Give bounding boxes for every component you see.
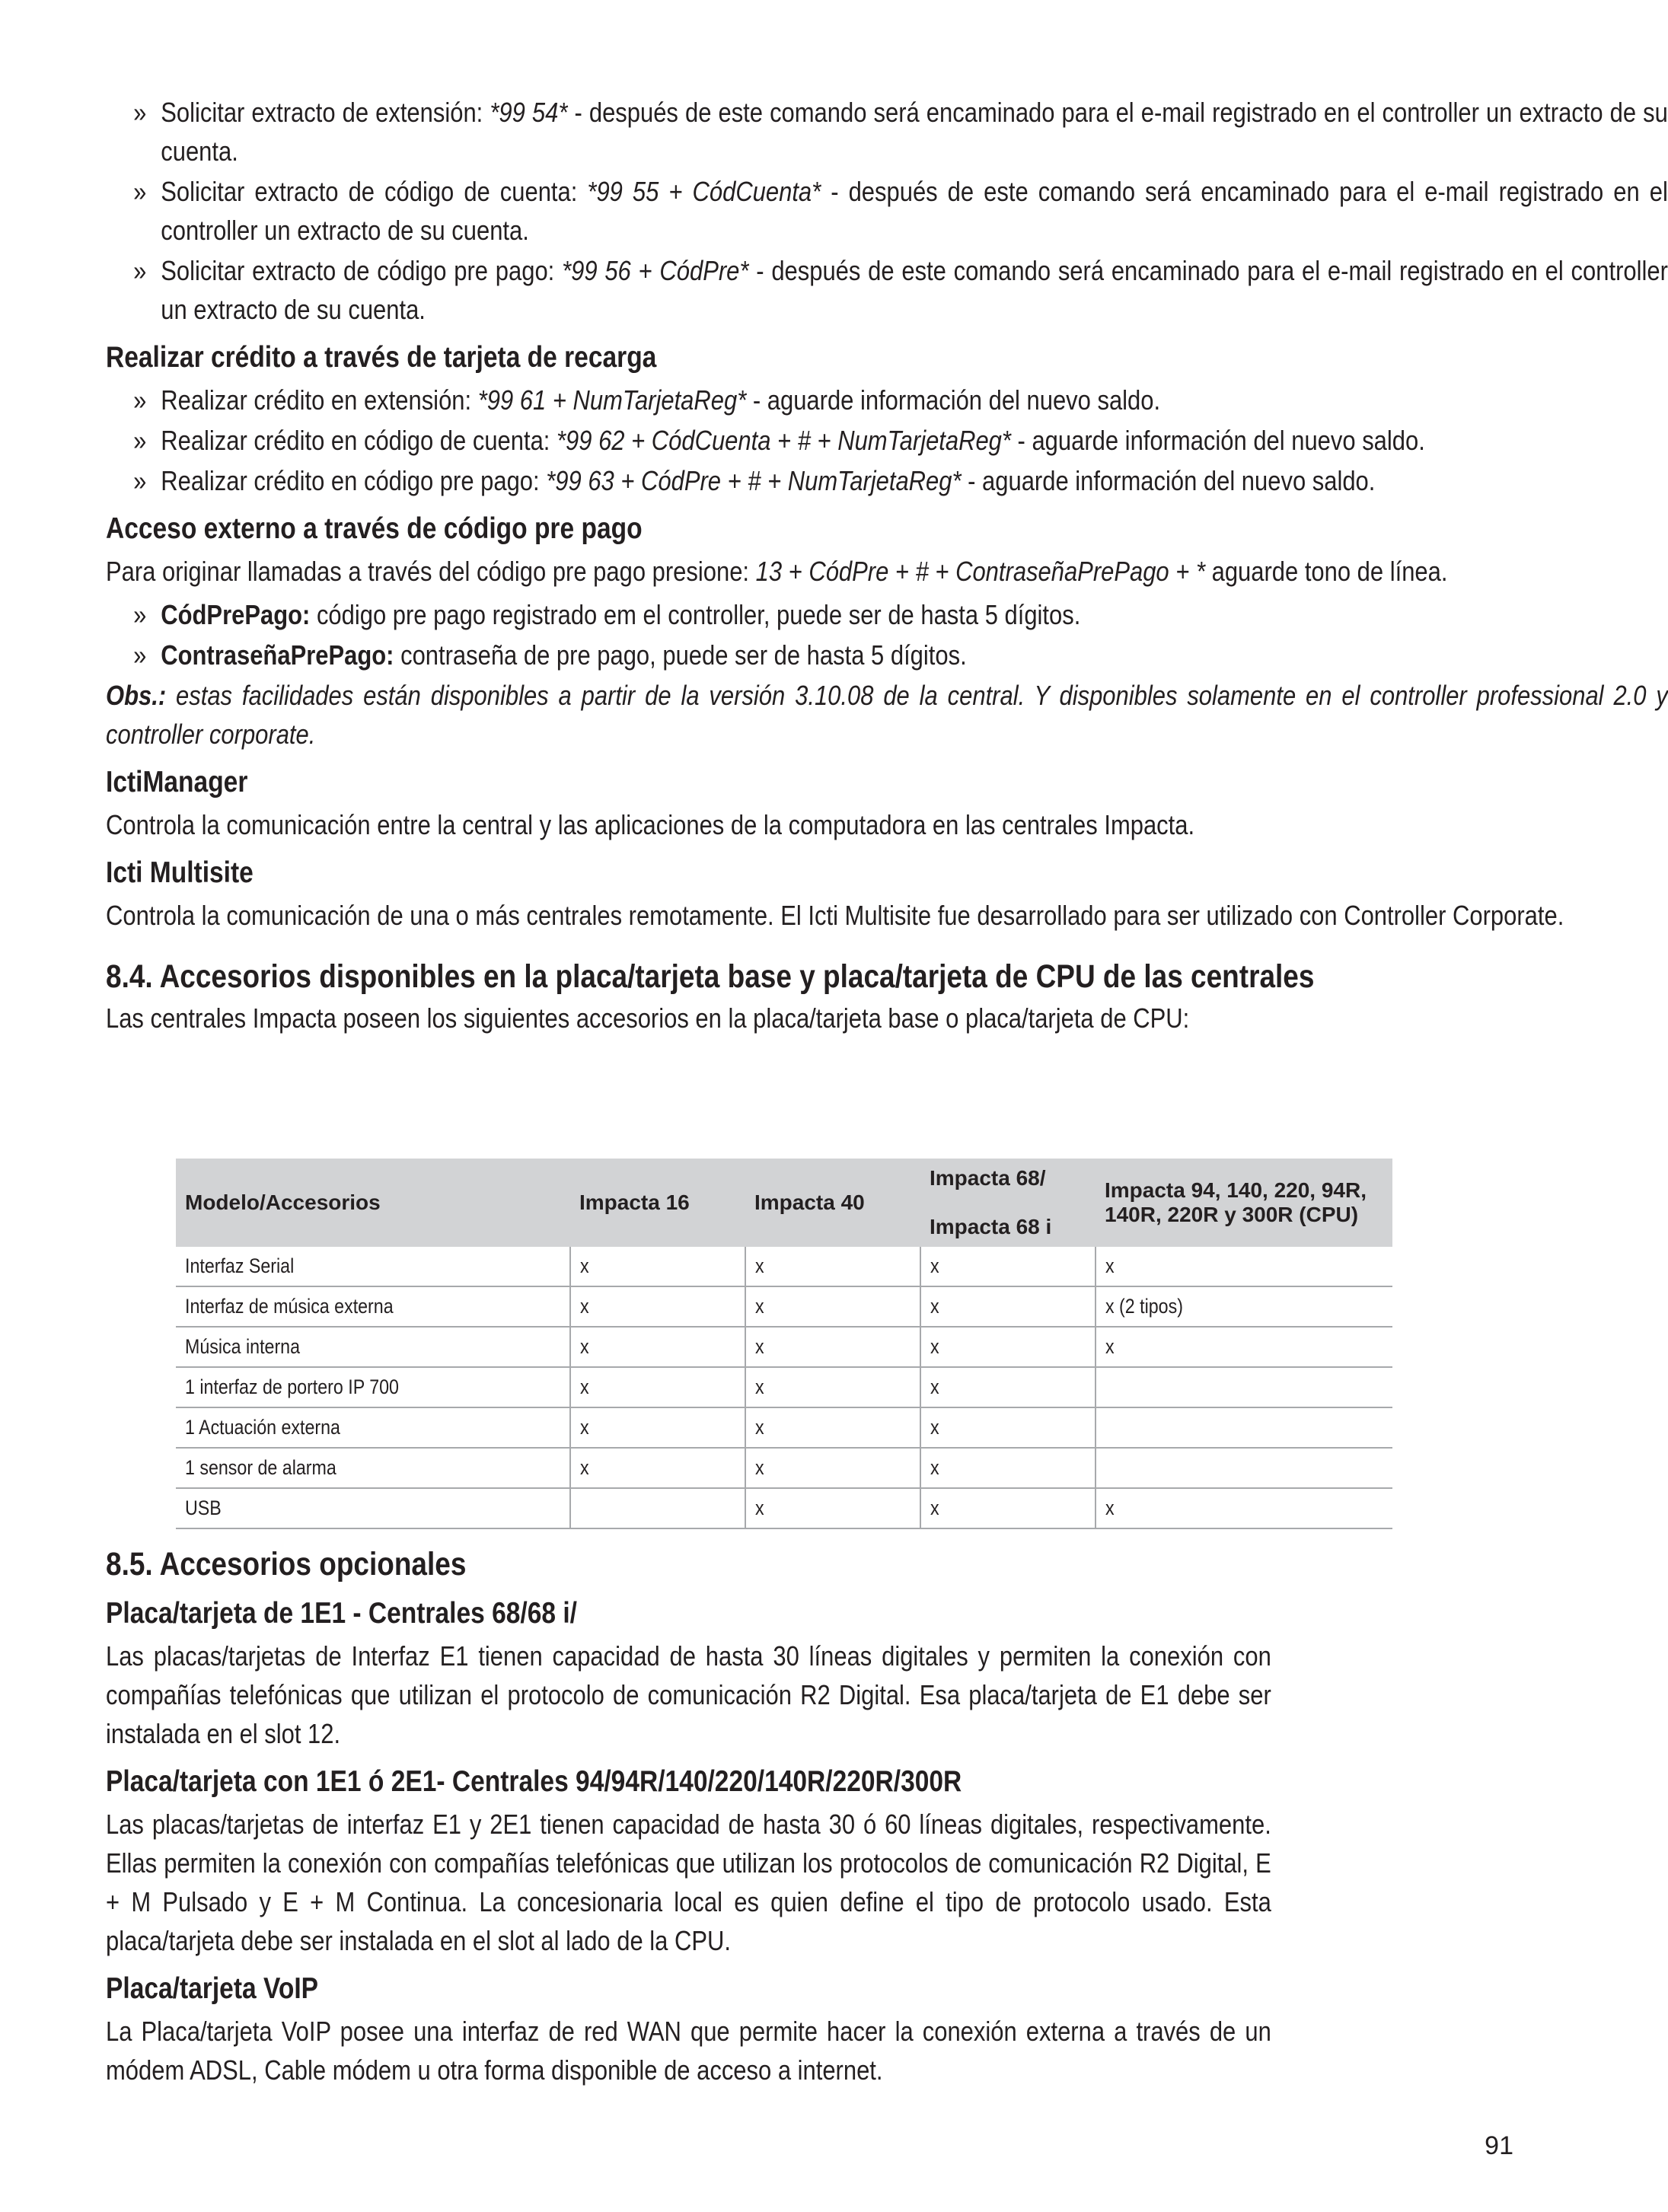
table-header-row <box>176 1159 1392 1247</box>
list-item: » Realizar crédito en código pre pago: *99 63 + CódPre + # + NumTarjetaReg* - aguarde información del nuevo saldo. <box>106 461 1668 500</box>
list-item: » Realizar crédito en extensión: *99 61 + NumTarjetaReg* - aguarde información del nuevo saldo. <box>106 381 1668 419</box>
table-cell: x <box>745 1286 920 1327</box>
section-heading: Realizar crédito a través de tarjeta de recarga <box>106 341 657 374</box>
top-bullet-list <box>106 93 1668 329</box>
table-cell: x <box>570 1327 745 1367</box>
table-row <box>176 1286 1392 1327</box>
section-heading: Placa/tarjeta de 1E1 - Centrales 68/68 i/ <box>106 1597 577 1630</box>
table-cell: USB <box>176 1488 570 1528</box>
table-cell: x <box>1096 1327 1392 1367</box>
table-cell <box>1096 1407 1392 1448</box>
table-row <box>176 1247 1392 1286</box>
section-heading: Placa/tarjeta VoIP <box>106 1972 319 2005</box>
paragraph: Controla la comunicación de una o más centrales remotamente. El Icti Multisite fue desarrollado para ser utilizado con Controller Corporate. <box>106 900 1564 931</box>
lower-content <box>106 1544 1271 2094</box>
table-cell: x <box>570 1286 745 1327</box>
acceso-list <box>106 595 1668 674</box>
obs-note: Obs.: estas facilidades están disponibles a partir de la versión 3.10.08 de la central. Y disponibles solamente en el controller professional 2.0 y controller corporate. <box>106 680 1668 750</box>
paragraph: Las centrales Impacta poseen los siguientes accesorios en la placa/tarjeta base o placa/tarjeta de CPU: <box>106 1002 1190 1034</box>
table-cell: x <box>920 1327 1096 1367</box>
table-cell: Interfaz de música externa <box>176 1286 570 1327</box>
paragraph: La Placa/tarjeta VoIP posee una interfaz de red WAN que permite hacer la conexión externa a través de un módem ADSL, Cable módem u otra forma disponible de acceso a internet. <box>106 2016 1271 2086</box>
table-cell: x <box>1096 1488 1392 1528</box>
table-header: Impacta 16 <box>570 1159 745 1247</box>
table-cell: 1 interfaz de portero IP 700 <box>176 1367 570 1407</box>
table-cell: x <box>570 1448 745 1488</box>
list-item: » Solicitar extracto de extensión: *99 54* - después de este comando será encaminado para el e-mail registrado en el controller un extracto de su cuenta. <box>106 93 1668 171</box>
table-header: Modelo/Accesorios <box>176 1159 570 1247</box>
list-item: » Realizar crédito en código de cuenta: *99 62 + CódCuenta + # + NumTarjetaReg* - aguarde información del nuevo saldo. <box>106 421 1668 460</box>
table-cell: x <box>570 1407 745 1448</box>
section-heading: IctiManager <box>106 766 248 798</box>
recarga-list <box>106 381 1668 500</box>
table-cell <box>1096 1367 1392 1407</box>
table-row <box>176 1448 1392 1488</box>
table-cell: 1 Actuación externa <box>176 1407 570 1448</box>
table-row <box>176 1488 1392 1528</box>
table-cell: x <box>1096 1247 1392 1286</box>
table-cell: x <box>920 1488 1096 1528</box>
table-header: Impacta 94, 140, 220, 94R, 140R, 220R y 300R (CPU) <box>1096 1159 1392 1247</box>
section-85-heading: 8.5. Accesorios opcionales <box>106 1546 467 1583</box>
paragraph: Las placas/tarjetas de Interfaz E1 tienen capacidad de hasta 30 líneas digitales y permiten la conexión con compañías telefónicas que utilizan el protocolo de comunicación R2 Digital. Esa placa/tarjeta de E1 debe ser instalada en el slot 12. <box>106 1640 1271 1749</box>
accessories-table <box>176 1159 1392 1529</box>
page-content <box>106 93 1668 1042</box>
table-cell <box>1096 1448 1392 1488</box>
table-cell: 1 sensor de alarma <box>176 1448 570 1488</box>
table-row <box>176 1367 1392 1407</box>
table-cell: x <box>745 1367 920 1407</box>
table-cell: x <box>920 1448 1096 1488</box>
table-header: Impacta 40 <box>745 1159 920 1247</box>
paragraph: Para originar llamadas a través del código pre pago presione: 13 + CódPre + # + ContraseñaPrePago + * aguarde tono de línea. <box>106 556 1448 587</box>
table-row <box>176 1407 1392 1448</box>
table-row <box>176 1327 1392 1367</box>
table-cell: x <box>745 1247 920 1286</box>
section-heading: Icti Multisite <box>106 856 254 889</box>
table-cell: Interfaz Serial <box>176 1247 570 1286</box>
paragraph: Las placas/tarjetas de interfaz E1 y 2E1 tienen capacidad de hasta 30 ó 60 líneas digitales, respectivamente. Ellas permiten la conexión con compañías telefónicas que utilizan los protocolos de comunicación R2 Digital, E + M Pulsado y E + M Continua. La concesionaria local es quien define el tipo de protocolo usado. Esta placa/tarjeta debe ser instalada en el slot al lado de la CPU. <box>106 1809 1271 1956</box>
section-84-heading: 8.4. Accesorios disponibles en la placa/tarjeta base y placa/tarjeta de CPU de las centrales <box>106 958 1315 995</box>
table-cell <box>570 1488 745 1528</box>
list-item: » CódPrePago: código pre pago registrado em el controller, puede ser de hasta 5 dígitos. <box>106 595 1668 634</box>
table-cell: x <box>745 1407 920 1448</box>
page-number: 91 <box>1485 2131 1513 2160</box>
table-header: Impacta 68/ Impacta 68 i <box>920 1159 1096 1247</box>
table-cell: x <box>745 1488 920 1528</box>
table-cell: Música interna <box>176 1327 570 1367</box>
list-item: » Solicitar extracto de código de cuenta: *99 55 + CódCuenta* - después de este comando será encaminado para el e-mail registrado en el controller un extracto de su cuenta. <box>106 172 1668 250</box>
table-cell: x <box>920 1367 1096 1407</box>
section-heading: Acceso externo a través de código pre pago <box>106 512 643 545</box>
list-item: » Solicitar extracto de código pre pago: *99 56 + CódPre* - después de este comando será encaminado para el e-mail registrado en el controller un extracto de su cuenta. <box>106 251 1668 329</box>
paragraph: Controla la comunicación entre la central y las aplicaciones de la computadora en las centrales Impacta. <box>106 809 1195 840</box>
table-cell: x <box>745 1448 920 1488</box>
table-cell: x (2 tipos) <box>1096 1286 1392 1327</box>
section-heading: Placa/tarjeta con 1E1 ó 2E1- Centrales 94/94R/140/220/140R/220R/300R <box>106 1765 962 1798</box>
table-cell: x <box>920 1407 1096 1448</box>
table-cell: x <box>570 1367 745 1407</box>
table-cell: x <box>745 1327 920 1367</box>
table-cell: x <box>920 1247 1096 1286</box>
list-item: » ContraseñaPrePago: contraseña de pre pago, puede ser de hasta 5 dígitos. <box>106 636 1668 674</box>
table-cell: x <box>920 1286 1096 1327</box>
table-cell: x <box>570 1247 745 1286</box>
